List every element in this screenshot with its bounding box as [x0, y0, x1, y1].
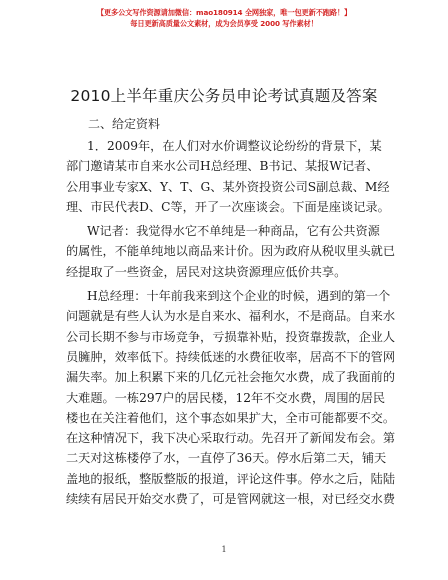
text-line: 部门邀请某市自来水公司H总经理、B书记、某报W记者、 [66, 159, 379, 174]
text-line: 二天对这栋楼停了水，一直停了36天。停水后第二天，铺天 [66, 451, 387, 466]
text-line: 经提取了一些资金，居民对这块资源理应低价共享。 [66, 264, 347, 279]
text-line: 的属性，不能单纯地以商品来计价。因为政府从税収里头就已 [66, 244, 396, 259]
text-line: 漏失率。加上积累下来的几亿元社会拖欠水费，成了我面前的 [66, 370, 396, 385]
document-body [66, 136, 402, 513]
paragraph-3 [66, 286, 402, 509]
text-line: 1．2009年，在人们对水价调整议论纷纷的背景下，某 [87, 139, 382, 153]
text-line: 问题就是有些人认为水是自来水、福利水，不是商品。自来水 [66, 309, 396, 324]
text-line: 公用事业专家X、Y、T、G、某外资投资公司S副总裁、M经 [66, 179, 390, 194]
paragraph-2 [66, 221, 402, 282]
paragraph-1 [66, 136, 402, 217]
document-title: 2010上半年重庆公务员申论考试真题及答案 [70, 87, 378, 105]
text-line: 在这种情况下，我下决心采取行动。先召开了新闻发布会。第 [66, 431, 396, 446]
section-heading: 二、给定资料 [88, 117, 161, 131]
page-number: 1 [221, 545, 227, 554]
text-line: W记者：我觉得水它不单纯是一种商品，它有公共资源 [87, 224, 380, 239]
text-line: 楼也在关注着他们，这个事态如果扩大，全市可能都要不交。 [66, 410, 396, 425]
text-line: H总经理：十年前我来到这个企业的时候，遇到的第一个 [87, 289, 391, 304]
text-line: 盖地的报纸，整版整版的报道，评论这件事。停水之后，陆陆 [66, 471, 396, 486]
promo-banner [0, 7, 448, 29]
promo-banner-line-1: 【更多公文写作资源请加微信：mao180914 全网独家，唯一包更新不跑路！】 [96, 8, 352, 17]
text-line: 理、市民代表D、C等，开了一次座谈会。下面是座谈记录。 [66, 199, 390, 214]
text-line: 续续有居民开始交水费了，可是管网就这一根，对已经交水费 [66, 492, 396, 507]
text-line: 大难题。一栋297户的居民楼，12年不交水费，周围的居民 [66, 390, 386, 405]
text-line: 公司长期不参与市场竞争，亏损靠补贴，投资靠拨款，企业人 [66, 329, 396, 344]
text-line: 员臃肿，效率低下。持续低迷的水费征收率，居高不下的管网 [66, 349, 396, 364]
promo-banner-line-2: 每日更新高质量公文素材，成为会员享受 2000 写作素材！ [130, 19, 318, 28]
